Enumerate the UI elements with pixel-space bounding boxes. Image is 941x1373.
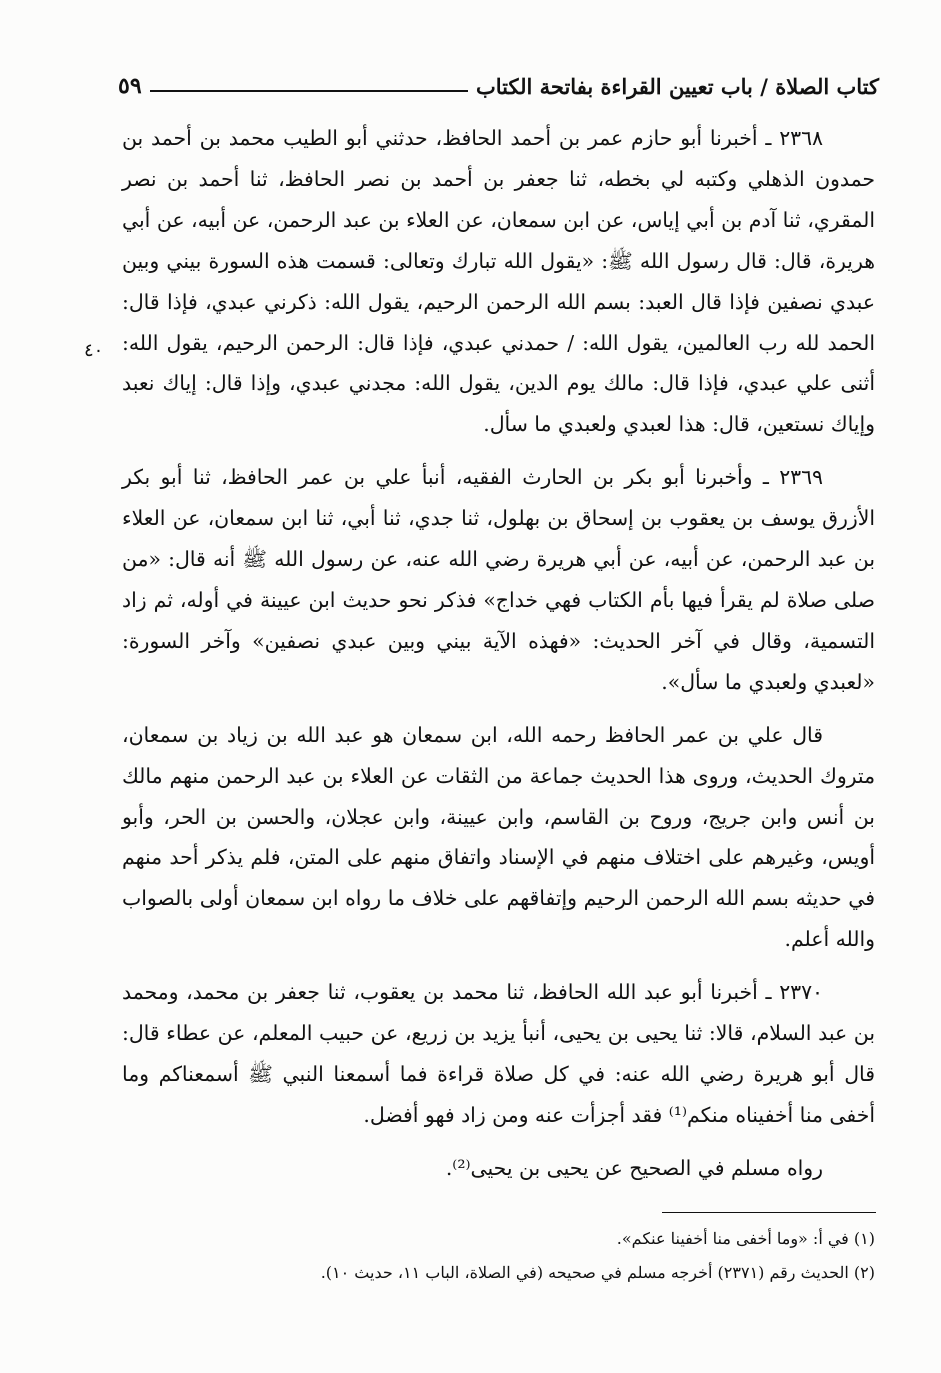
footnote-2: (٢) الحديث رقم (٢٣٧١) أخرجه مسلم في صحيحه (في الصلاة، الباب ١١، حديث ١٠). — [320, 1263, 875, 1282]
hadith-2368: ٢٣٦٨ ـ أخبرنا أبو حازم عمر بن أحمد الحافظ، حدثني أبو الطيب محمد بن أحمد بن حمدون الذهلي وكتبه لي بخطه، ثنا جعفر بن أحمد بن نصر الحافظ، ثنا أحمد بن نصر المقري، ثنا آدم بن أبي إياس، عن ابن سمعان، عن العلاء بن عبد الرحمن، عن أبيه، عن أبي هريرة، قال: قال رسول الله ﷺ: «يقول الله تبارك وتعالى: قسمت هذه السورة بيني وبين عبدي نصفين فإذا قال العبد: بسم الله الرحمن الرحيم، يقول الله: ذكرني عبدي، فإذا قال: الحمد لله رب العالمين، يقول الله: / حمدني عبدي، فإذا قال: الرحمن الرحيم، يقول الله: أثنى علي عبدي، فإذا قال: مالك يوم الدين، يقول الله: مجدني عبدي، وإذا قال: إياك نعبد وإياك نستعين، قال: هذا لعبدي ولعبدي ما سأل. — [122, 126, 875, 437]
chapter-title: كتاب الصلاة / باب تعيين القراءة بفاتحة الكتاب — [476, 73, 879, 99]
main-text — [122, 118, 875, 1201]
footnote-rule — [662, 1212, 876, 1213]
attribution-paragraph: رواه مسلم في الصحيح عن يحيى بن يحيى⁽²⁾. — [445, 1155, 823, 1180]
manuscript-folio-marker: ٤٠ — [84, 340, 104, 361]
footnotes — [150, 1222, 875, 1290]
commentary-paragraph: قال علي بن عمر الحافظ رحمه الله، ابن سمعان هو عبد الله بن زياد بن سمعان، متروك الحديث، وروى هذا الحديث جماعة من الثقات عن العلاء بن عبد الرحمن منهم مالك بن أنس وابن جريج، وروح بن القاسم، وابن عيينة، وابن عجلان، والحسن بن الحر، وأبو أويس، وغيرهم على اختلاف منهم في الإسناد واتفاق منهم على المتن، فلم يذكر أحد منهم في حديثه بسم الله الرحمن الرحيم وإتفاقهم على خلاف ما رواه ابن سمعان أولى بالصواب والله أعلم. — [122, 722, 875, 952]
running-header — [118, 66, 879, 106]
hadith-2369: ٢٣٦٩ ـ وأخبرنا أبو بكر بن الحارث الفقيه، أنبأ علي بن عمر الحافظ، ثنا أبو بكر الأزرق يوسف بن يعقوب بن إسحاق بن بهلول، ثنا جدي، ثنا أبي، ثنا ابن سمعان، عن العلاء بن عبد الرحمن، عن أبيه، عن أبي هريرة رضي الله عنه، عن رسول الله ﷺ أنه قال: «من صلى صلاة لم يقرأ فيها بأم الكتاب فهي خداج» فذكر نحو حديث ابن عيينة في أوله، ثم زاد التسمية، وقال في آخر الحديث: «فهذه الآية بيني وبين عبدي نصفين» وآخر السورة: «لعبدي ولعبدي ما سأل». — [122, 465, 875, 694]
footnote-1: (١) في أ: «وما أخفى منا أخفينا عنكم». — [616, 1229, 875, 1248]
page-number: ٥٩ — [118, 73, 142, 99]
header-rule — [150, 90, 468, 92]
hadith-2370: ٢٣٧٠ ـ أخبرنا أبو عبد الله الحافظ، ثنا محمد بن يعقوب، ثنا جعفر بن محمد، ومحمد بن عبد السلام، قالا: ثنا يحيى بن يحيى، أنبأ يزيد بن زريع، عن حبيب المعلم، عن عطاء قال: قال أبو هريرة رضي الله عنه: في كل صلاة قراءة فما أسمعنا النبي ﷺ أسمعناكم وما أخفى منا أخفيناه منكم⁽¹⁾ فقد أجزأت عنه ومن زاد فهو أفضل. — [122, 980, 875, 1127]
